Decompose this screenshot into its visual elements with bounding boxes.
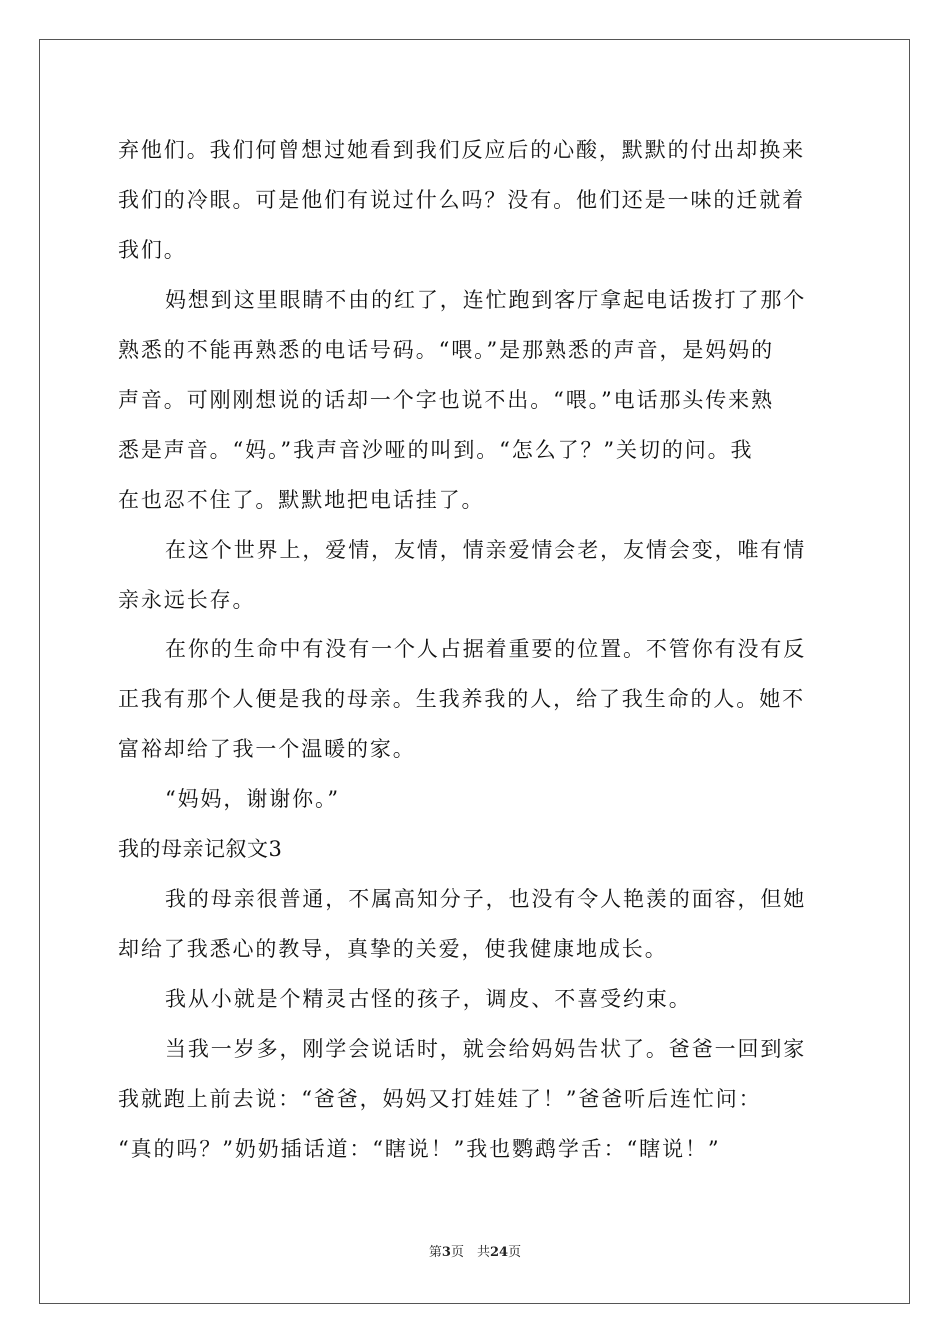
text-line: 富裕却给了我一个温暖的家。 bbox=[118, 737, 416, 761]
text-line: 弃他们。我们何曾想过她看到我们反应后的心酸，默默的付出却换来 bbox=[118, 138, 805, 162]
text-line: “真的吗？”奶奶插话道：“瞎说！”我也鹦鹉学舌：“瞎说！” bbox=[118, 1137, 721, 1161]
paragraph-start-line: 妈想到这里眼睛不由的红了，连忙跑到客厅拿起电话拨打了那个 bbox=[165, 288, 807, 312]
page-label-mid: 页 共 bbox=[450, 1245, 490, 1260]
text-line: 声音。可刚刚想说的话却一个字也说不出。“喂。”电话那头传来熟 bbox=[118, 388, 774, 412]
text-line: 悉是声音。“妈。”我声音沙哑的叫到。“怎么了？”关切的问。我 bbox=[118, 438, 754, 462]
paragraph-start-line: 我从小就是个精灵古怪的孩子，调皮、不喜受约束。 bbox=[165, 987, 692, 1011]
page-footer bbox=[0, 1244, 950, 1262]
section-heading: 我的母亲记叙文3 bbox=[118, 837, 283, 861]
quote-line: “妈妈，谢谢你。” bbox=[165, 787, 341, 811]
text-line: 我们。 bbox=[118, 238, 187, 262]
text-line: 却给了我悉心的教导，真挚的关爱，使我健康地成长。 bbox=[118, 937, 668, 961]
paragraph-start-line: 在你的生命中有没有一个人占据着重要的位置。不管你有没有反 bbox=[165, 637, 807, 661]
text-line: 正我有那个人便是我的母亲。生我养我的人，给了我生命的人。她不 bbox=[118, 687, 805, 711]
current-page-number: 3 bbox=[441, 1245, 451, 1260]
text-line: 我们的冷眼。可是他们有说过什么吗？没有。他们还是一味的迁就着 bbox=[118, 188, 805, 212]
paragraph-start-line: 我的母亲很普通，不属高知分子，也没有令人艳羡的面容，但她 bbox=[165, 887, 807, 911]
paragraph-start-line: 在这个世界上，爱情，友情，情亲爱情会老，友情会变，唯有情 bbox=[165, 538, 807, 562]
page-label-suffix: 页 bbox=[508, 1245, 522, 1260]
page-label-prefix: 第 bbox=[428, 1245, 442, 1260]
text-line: 在也忍不住了。默默地把电话挂了。 bbox=[118, 488, 485, 512]
paragraph-start-line: 当我一岁多，刚学会说话时，就会给妈妈告状了。爸爸一回到家 bbox=[165, 1037, 807, 1061]
text-line: 我就跑上前去说：“爸爸，妈妈又打娃娃了！”爸爸听后连忙问： bbox=[118, 1087, 762, 1111]
page-border bbox=[39, 39, 910, 1304]
text-line: 亲永远长存。 bbox=[118, 588, 256, 612]
total-pages-number: 24 bbox=[489, 1245, 509, 1260]
text-line: 熟悉的不能再熟悉的电话号码。“喂。”是那熟悉的声音，是妈妈的 bbox=[118, 338, 774, 362]
